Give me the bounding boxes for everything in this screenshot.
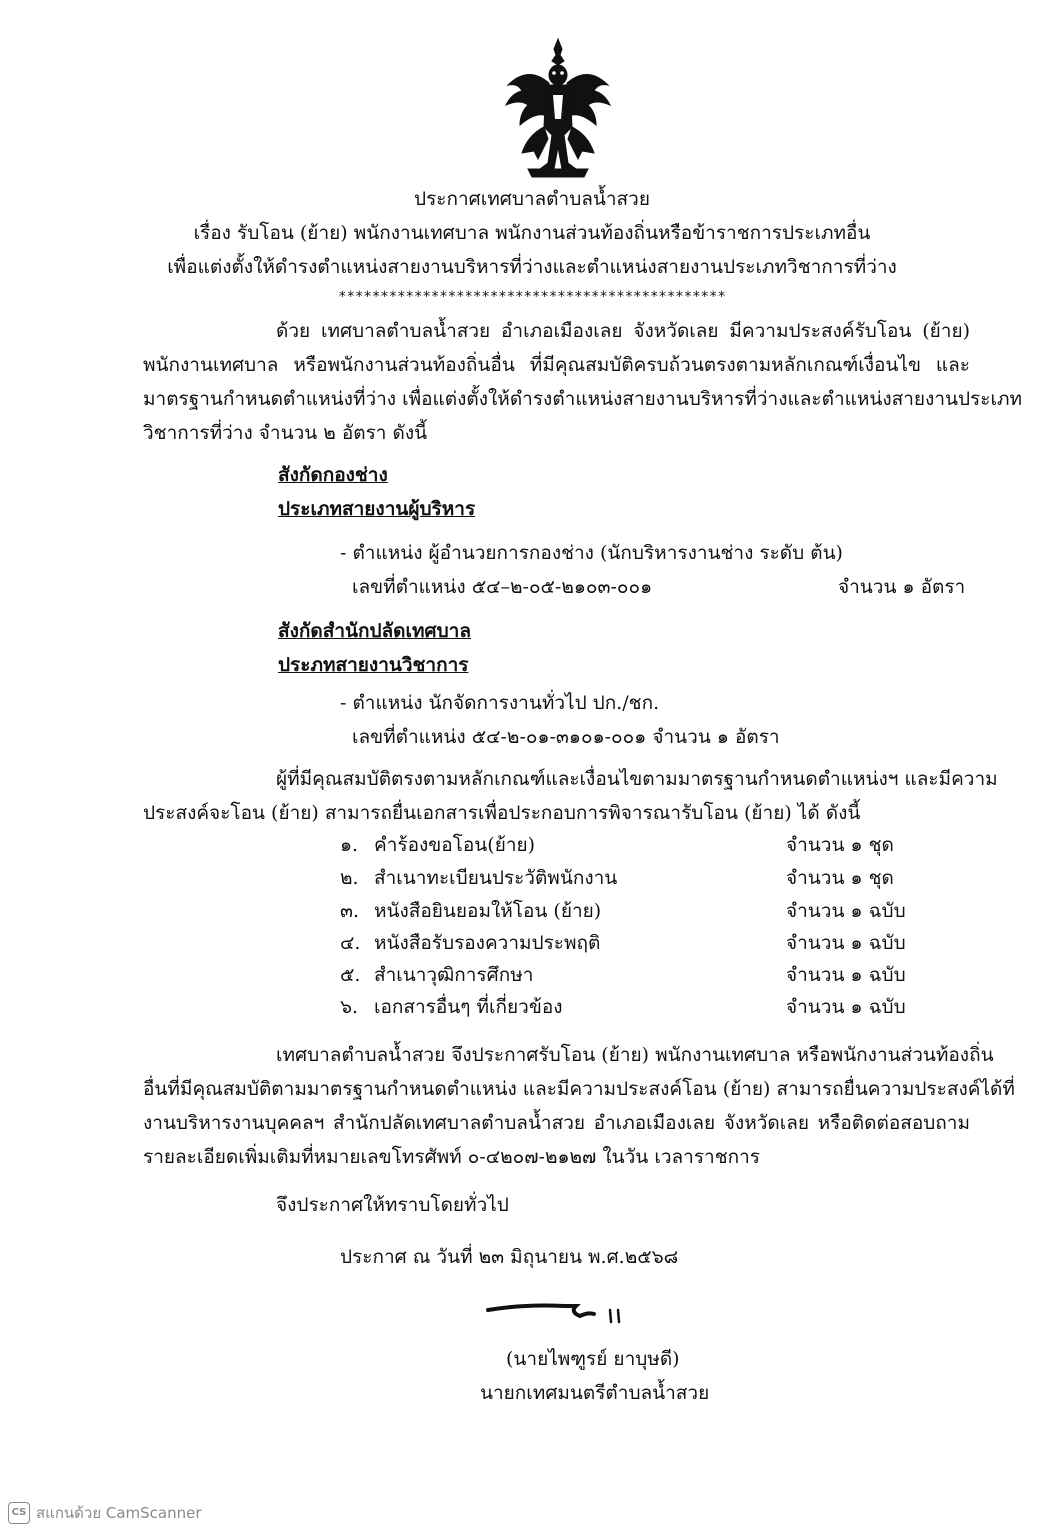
list-item-label: หนังสือรับรองความประพฤติ bbox=[374, 932, 601, 954]
requirements-line-2: ประสงค์จะโอน (ย้าย) สามารถยื่นเอกสารเพื่อประกอบการพิจารณารับโอน (ย้าย) ได้ ดังนี้ bbox=[143, 802, 861, 824]
list-item-label: สำเนาวุฒิการศึกษา bbox=[374, 964, 534, 986]
closing-line-1: เทศบาลตำบลน้ำสวย จึงประกาศรับโอน (ย้าย) พนักงานเทศบาล หรือพนักงานส่วนท้องถิ่น bbox=[276, 1044, 994, 1066]
camscanner-watermark bbox=[8, 1501, 202, 1525]
handwritten-signature bbox=[484, 1292, 634, 1328]
subject-line-2: เพื่อแต่งตั้งให้ดำรงตำแหน่งสายงานบริหารที่ว่างและตำแหน่งสายงานประเภทวิชาการที่ว่าง bbox=[167, 256, 897, 278]
list-item-label: สำเนาทะเบียนประวัติพนักงาน bbox=[374, 867, 618, 889]
camscanner-logo-icon: CS bbox=[8, 1502, 30, 1524]
list-item-quantity: จำนวน ๑ ฉบับ bbox=[786, 932, 906, 954]
list-item-number: ๖. bbox=[340, 996, 359, 1018]
signatory-name: (นายไพฑูรย์ ยาบุษดี) bbox=[506, 1348, 680, 1370]
list-item-number: ๓. bbox=[340, 900, 360, 922]
section1-type: ประเภทสายงานผู้บริหาร bbox=[278, 498, 476, 520]
section1-position: - ตำแหน่ง ผู้อำนวยการกองช่าง (นักบริหารงานช่าง ระดับ ต้น) bbox=[340, 542, 843, 564]
section1-affiliation: สังกัดกองช่าง bbox=[278, 464, 388, 486]
watermark-text: สแกนด้วย CamScanner bbox=[36, 1504, 202, 1522]
section2-position: - ตำแหน่ง นักจัดการงานทั่วไป ปก./ชก. bbox=[340, 692, 660, 714]
closing-line-3: งานบริหารงานบุคคลฯ สำนักปลัดเทศบาลตำบลน้ำสวย อำเภอเมืองเลย จังหวัดเลย หรือติดต่อสอบถาม bbox=[143, 1112, 970, 1134]
section1-number: เลขที่ตำแหน่ง ๕๔–๒-๐๕-๒๑๐๓-๐๐๑ bbox=[352, 576, 653, 598]
section2-number: เลขที่ตำแหน่ง ๕๔-๒-๐๑-๓๑๐๑-๐๐๑ จำนวน ๑ อัตรา bbox=[352, 726, 780, 748]
intro-line-2: พนักงานเทศบาล หรือพนักงานส่วนท้องถิ่นอื่น ที่มีคุณสมบัติครบถ้วนตรงตามหลักเกณฑ์เงื่อนไข และ bbox=[143, 354, 970, 376]
intro-line-1: ด้วย เทศบาลตำบลน้ำสวย อำเภอเมืองเลย จังหวัดเลย มีความประสงค์รับโอน (ย้าย) bbox=[276, 320, 970, 342]
list-item-number: ๒. bbox=[340, 867, 359, 889]
section2-type: ประภทสายงานวิชาการ bbox=[278, 654, 469, 676]
section1-count: จำนวน ๑ อัตรา bbox=[838, 576, 966, 598]
announce-text: จึงประกาศให้ทราบโดยทั่วไป bbox=[276, 1194, 509, 1216]
list-item-quantity: จำนวน ๑ ฉบับ bbox=[786, 900, 906, 922]
separator-stars: ********************************************** bbox=[338, 289, 726, 305]
closing-line-4: รายละเอียดเพิ่มเติมที่หมายเลขโทรศัพท์ ๐-๔๒๐๗-๒๑๒๗ ในวัน เวลาราชการ bbox=[143, 1146, 760, 1168]
list-item-quantity: จำนวน ๑ ฉบับ bbox=[786, 996, 906, 1018]
signatory-title: นายกเทศมนตรีตำบลน้ำสวย bbox=[480, 1382, 710, 1404]
list-item-label: คำร้องขอโอน(ย้าย) bbox=[374, 834, 536, 856]
intro-line-4: วิชาการที่ว่าง จำนวน ๒ อัตรา ดังนี้ bbox=[143, 422, 428, 444]
list-item-quantity: จำนวน ๑ ชุด bbox=[786, 867, 894, 889]
list-item-number: ๑. bbox=[340, 834, 359, 856]
list-item-number: ๔. bbox=[340, 932, 361, 954]
garuda-emblem bbox=[498, 35, 618, 185]
subject-line-1: เรื่อง รับโอน (ย้าย) พนักงานเทศบาล พนักงานส่วนท้องถิ่นหรือข้าราชการประเภทอื่น bbox=[193, 222, 871, 244]
list-item-quantity: จำนวน ๑ ฉบับ bbox=[786, 964, 906, 986]
list-item-number: ๕. bbox=[340, 964, 361, 986]
list-item-quantity: จำนวน ๑ ชุด bbox=[786, 834, 894, 856]
list-item-label: หนังสือยินยอมให้โอน (ย้าย) bbox=[374, 900, 602, 922]
intro-line-3: มาตรฐานกำหนดตำแหน่งที่ว่าง เพื่อแต่งตั้งให้ดำรงตำแหน่งสายงานบริหารที่ว่างและตำแหน่งสายงานประเภท bbox=[143, 388, 1022, 410]
requirements-line-1: ผู้ที่มีคุณสมบัติตรงตามหลักเกณฑ์และเงื่อนไขตามมาตรฐานกำหนดตำแหน่งฯ และมีความ bbox=[276, 768, 998, 790]
closing-line-2: อื่นที่มีคุณสมบัติตามมาตรฐานกำหนดตำแหน่ง และมีความประสงค์โอน (ย้าย) สามารถยื่นความประสงค์ได้ที่ bbox=[143, 1078, 1015, 1100]
announcement-title: ประกาศเทศบาลตำบลน้ำสวย bbox=[414, 188, 650, 210]
announcement-date: ประกาศ ณ วันที่ ๒๓ มิถุนายน พ.ศ.๒๕๖๘ bbox=[340, 1246, 679, 1268]
section2-affiliation: สังกัดสำนักปลัดเทศบาล bbox=[278, 620, 471, 642]
list-item-label: เอกสารอื่นๆ ที่เกี่ยวข้อง bbox=[374, 996, 563, 1018]
